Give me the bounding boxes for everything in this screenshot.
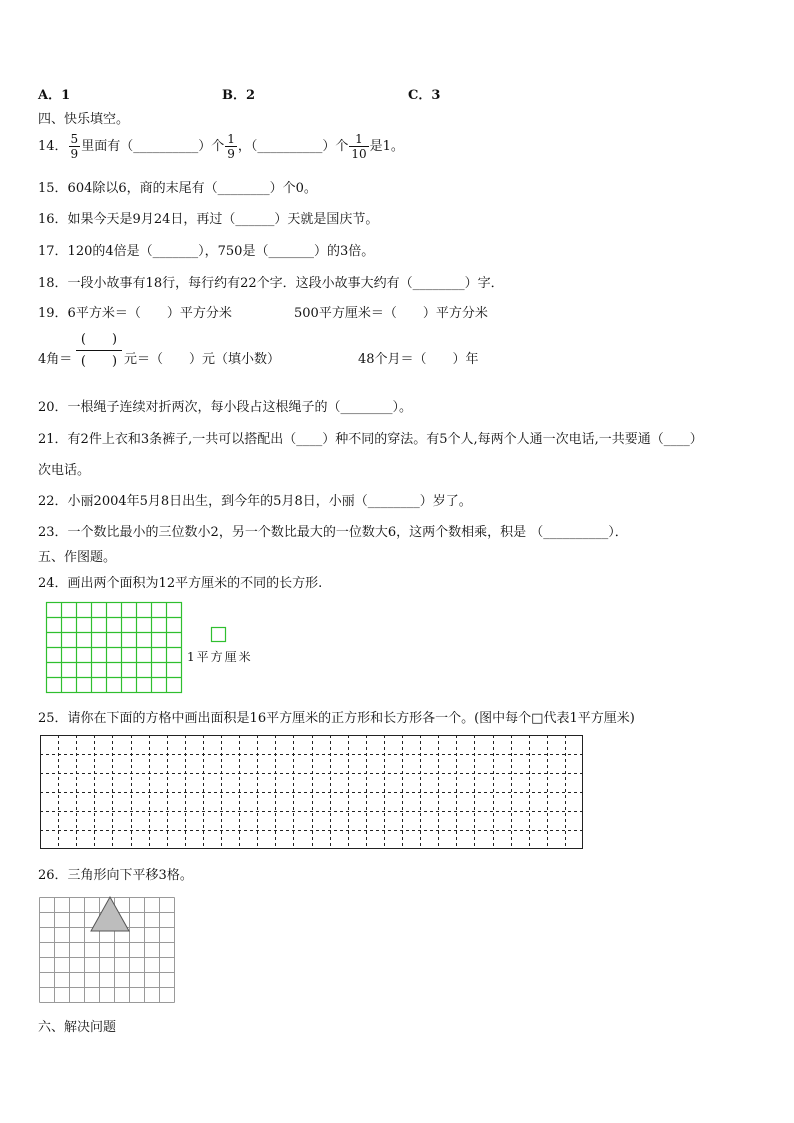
question-24: 24．画出两个面积为12平方厘米的不同的长方形. [38,576,323,591]
choice-a: A．1 [38,88,71,103]
q19-line2b: 48个月＝（ ）年 [358,352,479,367]
translation-grid [39,897,175,1002]
question-19-line1b: 500平方厘米＝（ ）平方分米 [294,306,488,321]
question-25: 25．请你在下面的方格中画出面积是16平方厘米的正方形和长方形各一个。(图中每个□代表1平方厘米) [38,711,635,726]
section-6-heading: 六、解决问题 [38,1020,117,1035]
q19-blank-fraction [76,333,122,368]
unit-square [211,627,227,643]
question-23: 23．一个数比最小的三位数小2，另一个数比最大的一位数大6，这两个数相乘，积是 （__________）． [38,525,628,540]
question-21-line2: 次电话。 [38,463,91,478]
q19-line2-mid: 元＝（ ）元（填小数） [124,352,281,367]
q19-fraction-denominator: ( ) [80,354,118,369]
section-5-heading: 五、作图题。 [38,550,117,565]
dashed-grid [40,735,583,849]
choice-b: B．2 [222,88,256,103]
question-20: 20．一根绳子连续对折两次，每小段占这根绳子的（________）。 [38,400,413,415]
q14-text-1: 里面有（__________）个 [81,139,225,154]
question-15: 15．604除以6，商的末尾有（________）个0。 [38,181,317,196]
question-18: 18．一段小故事有18行，每行约有22个字．这段小故事大约有（________）字． [38,276,504,291]
question-26: 26．三角形向下平移3格。 [38,868,193,883]
q19-line2-prefix: 4角＝ [38,352,73,367]
q19-fraction-numerator: ( ) [76,333,122,351]
q14-text-2: ，（__________）个 [237,139,349,154]
question-16: 16．如果今天是9月24日，再过（______）天就是国庆节。 [38,212,379,227]
fraction-1-10: $\frac{1}{10}$ [351,132,367,161]
unit-square-label: 1平方厘米 [187,650,253,664]
green-grid [46,602,182,693]
q14-text-3: 是1。 [369,139,404,154]
choice-c: C．3 [408,88,441,103]
question-22: 22．小丽2004年5月8日出生，到今年的5月8日，小丽（________）岁了。 [38,494,472,509]
question-17: 17．120的4倍是（_______），750是（_______）的3倍。 [38,244,375,259]
q14-number: 14． [38,139,68,154]
triangle-shape [91,897,129,931]
fraction-1-9: $\frac{1}{9}$ [227,132,235,161]
question-21-line1: 21．有2件上衣和3条裤子,一共可以搭配出（____）种不同的穿法。有5个人,每两个人通一次电话,一共要通（____） [38,432,703,447]
question-14 [38,130,404,164]
question-19-line1a: 19．6平方米＝（ ）平方分米 [38,306,232,321]
section-4-heading: 四、快乐填空。 [38,112,130,127]
fraction-5-9: $\frac{5}{9}$ [70,132,79,161]
